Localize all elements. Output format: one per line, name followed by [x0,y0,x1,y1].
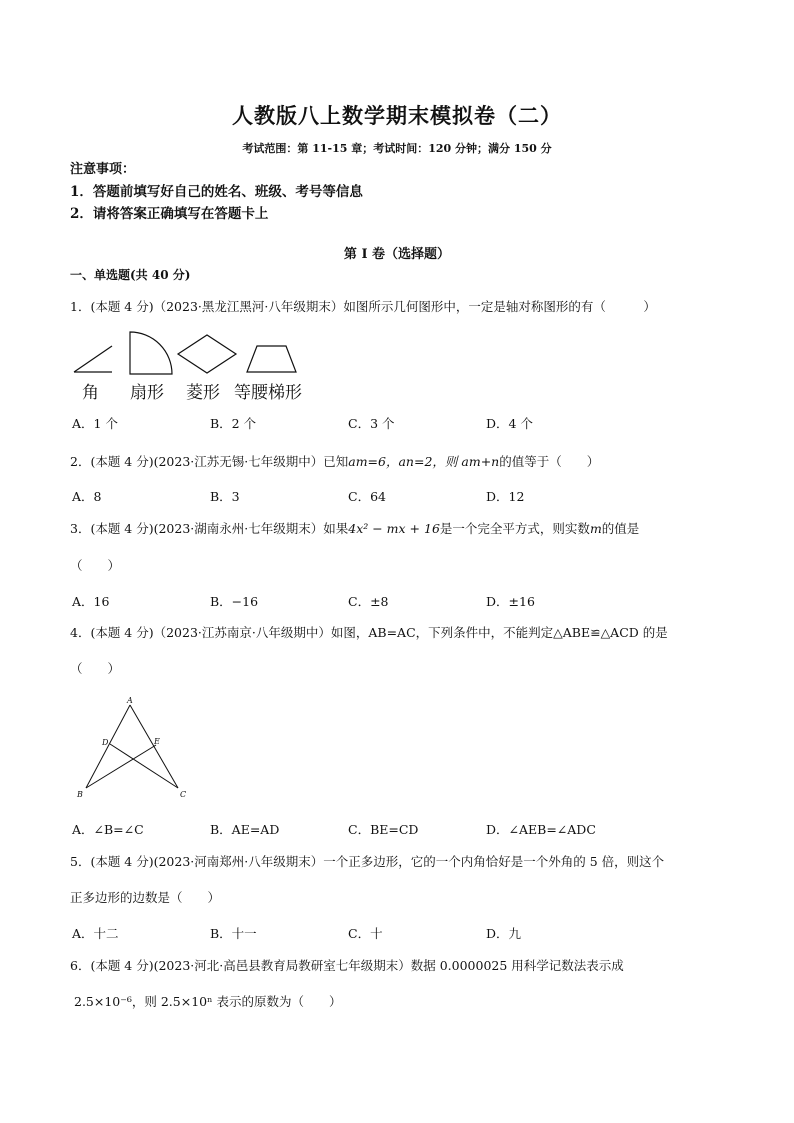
point-label-c: C [180,790,187,799]
option-b: B．3 [210,489,240,504]
figure-label-angle: 角 [82,383,99,403]
option-d: D．12 [486,489,525,504]
trapezoid-shape [247,346,296,372]
option-c: C．BE=CD [348,822,419,837]
option-c: C．±8 [348,594,389,609]
option-b: B．2 个 [210,416,257,431]
option-a: A．1 个 [72,416,118,431]
question-3-blank: （ ） [70,558,121,573]
notes-heading: 注意事项： [70,162,136,177]
question-1-text: 1．(本题 4 分)（2023·黑龙江黑河·八年级期末）如图所示几何图形中，一定是轴对称图形的有（ ） [70,299,656,314]
option-a: A．8 [72,489,102,504]
question-6-text-line2: 2.5×10⁻⁶，则 2.5×10ⁿ 表示的原数为（ ） [74,994,342,1009]
option-b: B．十一 [210,926,257,941]
figure-label-trapezoid: 等腰梯形 [234,383,302,403]
option-c: C．3 个 [348,416,395,431]
option-c: C．64 [348,489,386,504]
option-a: A．∠B=∠C [72,822,144,837]
part-heading: 第 I 卷（选择题） [343,247,451,262]
question-1-figure [70,330,320,376]
question-5-text: 5．(本题 4 分)(2023·河南郑州·八年级期末）一个正多边形，它的一个内角恰好是一个外角的 5 倍，则这个 [70,854,665,869]
option-a: A．十二 [72,926,119,941]
question-6-text: 6．(本题 4 分)(2023·河北·高邑县教育局教研室七年级期末）数据 0.0000025 用科学记数法表示成 [70,958,624,973]
question-3-text: 3．(本题 4 分)(2023·湖南永州·七年级期末）如果4x² − mx + 16是一个完全平方式，则实数m的值是 [70,521,640,536]
question-4-blank: （ ） [70,661,121,676]
angle-shape [74,346,112,372]
question-4-figure [70,693,200,805]
question-5-text-line2: 正多边形的边数是（ ） [70,890,221,905]
figure-label-sector: 扇形 [130,383,164,403]
question-4-text: 4．(本题 4 分)（2023·江苏南京·八年级期中）如图，AB=AC，下列条件中，不能判定△ABE≌△ACD 的是 [70,625,668,640]
point-label-b: B [77,790,83,799]
point-label-d: D [102,738,109,747]
option-c: C．十 [348,926,383,941]
question-2-text: 2．(本题 4 分)(2023·江苏无锡·七年级期中）已知am=6，an=2，则 am+n的值等于（ ） [70,454,600,469]
section-heading: 一、单选题(共 40 分) [70,268,191,282]
option-b: B．−16 [210,594,259,609]
rhombus-shape [178,335,236,373]
page-title: 人教版八上数学期末模拟卷（二） [232,103,562,128]
option-d: D．4 个 [486,416,533,431]
note-item: 2．请将答案正确填写在答题卡上 [70,206,269,222]
option-a: A．16 [72,594,110,609]
option-b: B．AE=AD [210,822,280,837]
point-label-a: A [127,696,133,705]
point-label-e: E [154,737,160,746]
option-d: D．±16 [486,594,535,609]
exam-info: 考试范围：第 11-15 章；考试时间：120 分钟；满分 150 分 [242,142,552,155]
sector-shape [130,332,172,374]
option-d: D．∠AEB=∠ADC [486,822,596,837]
figure-label-rhombus: 菱形 [186,383,220,403]
option-d: D．九 [486,926,522,941]
note-item: 1．答题前填写好自己的姓名、班级、考号等信息 [70,184,363,200]
